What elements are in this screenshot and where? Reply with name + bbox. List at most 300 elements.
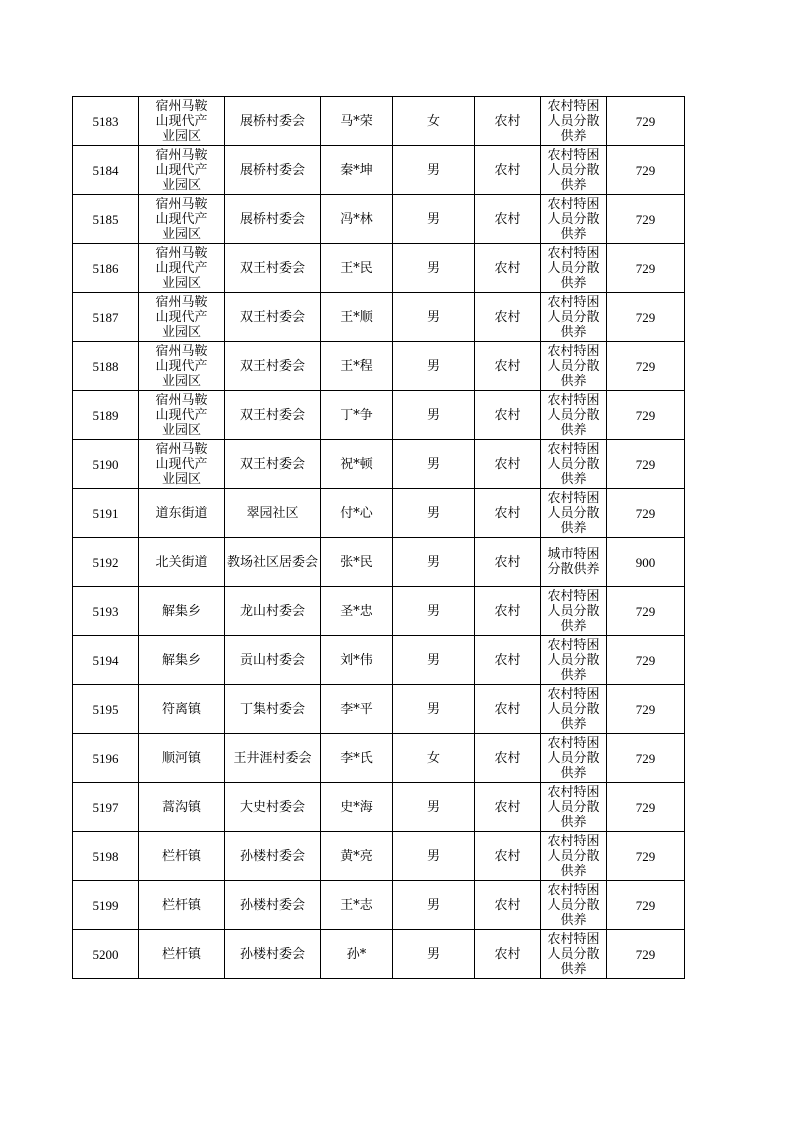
person-name-cell-text: 祝*顿 xyxy=(340,456,373,472)
amount-cell-text: 729 xyxy=(635,113,656,129)
area-type-cell xyxy=(475,293,541,342)
person-name-cell-text: 李*平 xyxy=(340,701,373,717)
amount-cell-text: 729 xyxy=(635,848,656,864)
gender-cell xyxy=(393,97,475,146)
area-type-cell xyxy=(475,930,541,979)
village-cell xyxy=(225,293,321,342)
gender-cell xyxy=(393,244,475,293)
area-type-cell-text: 农村 xyxy=(494,211,521,227)
amount-cell xyxy=(607,734,685,783)
serial-cell-text: 5187 xyxy=(92,309,119,325)
support-category-cell xyxy=(541,342,607,391)
village-cell xyxy=(225,195,321,244)
village-cell xyxy=(225,587,321,636)
person-name-cell xyxy=(321,97,393,146)
amount-cell-text: 729 xyxy=(635,701,656,717)
support-category-cell-text: 农村特困人员分散供养 xyxy=(547,637,600,683)
support-category-cell-text: 农村特困人员分散供养 xyxy=(547,735,600,781)
gender-cell xyxy=(393,881,475,930)
table-row xyxy=(73,440,685,489)
serial-cell xyxy=(73,391,139,440)
support-category-cell-text: 农村特困人员分散供养 xyxy=(547,931,600,977)
area-type-cell-text: 农村 xyxy=(494,946,521,962)
support-category-cell-text: 农村特困人员分散供养 xyxy=(547,245,600,291)
person-name-cell-text: 黄*亮 xyxy=(340,848,373,864)
amount-cell xyxy=(607,146,685,195)
amount-cell-text: 729 xyxy=(635,407,656,423)
area-type-cell-text: 农村 xyxy=(494,554,521,570)
support-category-cell xyxy=(541,832,607,881)
serial-cell xyxy=(73,636,139,685)
town-cell xyxy=(139,440,225,489)
serial-cell xyxy=(73,293,139,342)
gender-cell xyxy=(393,587,475,636)
gender-cell xyxy=(393,146,475,195)
support-category-cell-text: 城市特困分散供养 xyxy=(547,547,600,577)
person-name-cell-text: 张*民 xyxy=(340,554,373,570)
support-category-cell-text: 农村特困人员分散供养 xyxy=(547,98,600,144)
amount-cell xyxy=(607,342,685,391)
serial-cell xyxy=(73,587,139,636)
gender-cell xyxy=(393,734,475,783)
table-row xyxy=(73,930,685,979)
support-category-cell-text: 农村特困人员分散供养 xyxy=(547,392,600,438)
area-type-cell xyxy=(475,195,541,244)
person-name-cell xyxy=(321,734,393,783)
amount-cell-text: 729 xyxy=(635,358,656,374)
town-cell-text: 宿州马鞍山现代产业园区 xyxy=(155,245,208,291)
support-category-cell xyxy=(541,881,607,930)
town-cell xyxy=(139,97,225,146)
gender-cell-text: 男 xyxy=(426,309,440,325)
town-cell-text: 宿州马鞍山现代产业园区 xyxy=(155,392,208,438)
village-cell xyxy=(225,146,321,195)
support-category-cell xyxy=(541,146,607,195)
village-cell-text: 展桥村委会 xyxy=(239,113,305,129)
table-row xyxy=(73,832,685,881)
town-cell-text: 宿州马鞍山现代产业园区 xyxy=(155,343,208,389)
town-cell-text: 宿州马鞍山现代产业园区 xyxy=(155,294,208,340)
town-cell-text: 宿州马鞍山现代产业园区 xyxy=(155,98,208,144)
area-type-cell-text: 农村 xyxy=(494,799,521,815)
village-cell xyxy=(225,783,321,832)
serial-cell-text: 5196 xyxy=(92,750,119,766)
person-name-cell xyxy=(321,832,393,881)
serial-cell-text: 5195 xyxy=(92,701,119,717)
person-name-cell xyxy=(321,244,393,293)
gender-cell-text: 男 xyxy=(426,554,440,570)
amount-cell xyxy=(607,636,685,685)
support-category-cell-text: 农村特困人员分散供养 xyxy=(547,882,600,928)
gender-cell-text: 男 xyxy=(426,162,440,178)
serial-cell-text: 5185 xyxy=(92,211,119,227)
town-cell-text: 道东街道 xyxy=(155,505,208,521)
table-row xyxy=(73,195,685,244)
support-category-cell-text: 农村特困人员分散供养 xyxy=(547,686,600,732)
serial-cell xyxy=(73,783,139,832)
town-cell-text: 蒿沟镇 xyxy=(161,799,201,815)
person-name-cell-text: 王*程 xyxy=(340,358,373,374)
village-cell-text: 展桥村委会 xyxy=(239,211,305,227)
village-cell xyxy=(225,685,321,734)
person-name-cell xyxy=(321,587,393,636)
area-type-cell xyxy=(475,489,541,538)
serial-cell-text: 5194 xyxy=(92,652,119,668)
amount-cell xyxy=(607,685,685,734)
town-cell xyxy=(139,195,225,244)
serial-cell-text: 5189 xyxy=(92,407,119,423)
area-type-cell-text: 农村 xyxy=(494,407,521,423)
support-category-cell-text: 农村特困人员分散供养 xyxy=(547,147,600,193)
village-cell-text: 孙楼村委会 xyxy=(239,848,305,864)
area-type-cell xyxy=(475,391,541,440)
amount-cell xyxy=(607,293,685,342)
amount-cell-text: 729 xyxy=(635,603,656,619)
area-type-cell xyxy=(475,832,541,881)
village-cell xyxy=(225,930,321,979)
person-name-cell-text: 史*海 xyxy=(340,799,373,815)
amount-cell-text: 729 xyxy=(635,897,656,913)
serial-cell xyxy=(73,489,139,538)
amount-cell-text: 729 xyxy=(635,799,656,815)
amount-cell xyxy=(607,783,685,832)
village-cell xyxy=(225,832,321,881)
town-cell-text: 宿州马鞍山现代产业园区 xyxy=(155,441,208,487)
support-category-cell-text: 农村特困人员分散供养 xyxy=(547,490,600,536)
gender-cell-text: 男 xyxy=(426,358,440,374)
gender-cell xyxy=(393,685,475,734)
village-cell xyxy=(225,636,321,685)
support-category-cell xyxy=(541,538,607,587)
person-name-cell-text: 冯*林 xyxy=(340,211,373,227)
gender-cell-text: 男 xyxy=(426,407,440,423)
support-category-cell-text: 农村特困人员分散供养 xyxy=(547,784,600,830)
town-cell xyxy=(139,685,225,734)
area-type-cell xyxy=(475,587,541,636)
area-type-cell-text: 农村 xyxy=(494,652,521,668)
area-type-cell xyxy=(475,146,541,195)
table-row xyxy=(73,391,685,440)
area-type-cell-text: 农村 xyxy=(494,260,521,276)
town-cell xyxy=(139,881,225,930)
person-name-cell-text: 王*民 xyxy=(340,260,373,276)
village-cell-text: 双王村委会 xyxy=(239,309,305,325)
serial-cell xyxy=(73,832,139,881)
person-name-cell-text: 王*顺 xyxy=(340,309,373,325)
town-cell xyxy=(139,587,225,636)
amount-cell xyxy=(607,538,685,587)
serial-cell xyxy=(73,734,139,783)
amount-cell-text: 729 xyxy=(635,750,656,766)
support-category-cell-text: 农村特困人员分散供养 xyxy=(547,833,600,879)
area-type-cell xyxy=(475,244,541,293)
serial-cell xyxy=(73,342,139,391)
area-type-cell xyxy=(475,636,541,685)
town-cell-text: 宿州马鞍山现代产业园区 xyxy=(155,147,208,193)
serial-cell xyxy=(73,685,139,734)
support-category-cell xyxy=(541,636,607,685)
serial-cell-text: 5197 xyxy=(92,799,119,815)
support-category-cell xyxy=(541,97,607,146)
serial-cell xyxy=(73,146,139,195)
village-cell xyxy=(225,244,321,293)
amount-cell xyxy=(607,832,685,881)
area-type-cell-text: 农村 xyxy=(494,113,521,129)
person-name-cell xyxy=(321,489,393,538)
person-name-cell xyxy=(321,195,393,244)
gender-cell-text: 女 xyxy=(426,750,440,766)
gender-cell xyxy=(393,391,475,440)
amount-cell xyxy=(607,440,685,489)
serial-cell-text: 5184 xyxy=(92,162,119,178)
village-cell-text: 孙楼村委会 xyxy=(239,897,305,913)
support-category-cell-text: 农村特困人员分散供养 xyxy=(547,343,600,389)
village-cell xyxy=(225,734,321,783)
person-name-cell xyxy=(321,293,393,342)
village-cell xyxy=(225,881,321,930)
village-cell xyxy=(225,489,321,538)
village-cell xyxy=(225,538,321,587)
support-category-cell xyxy=(541,783,607,832)
person-name-cell xyxy=(321,636,393,685)
amount-cell xyxy=(607,587,685,636)
person-name-cell-text: 王*志 xyxy=(340,897,373,913)
gender-cell xyxy=(393,342,475,391)
gender-cell xyxy=(393,783,475,832)
support-category-cell xyxy=(541,587,607,636)
table-row xyxy=(73,293,685,342)
village-cell-text: 王井涯村委会 xyxy=(233,750,312,766)
person-name-cell xyxy=(321,783,393,832)
gender-cell xyxy=(393,440,475,489)
village-cell xyxy=(225,97,321,146)
amount-cell-text: 729 xyxy=(635,260,656,276)
amount-cell xyxy=(607,97,685,146)
serial-cell-text: 5192 xyxy=(92,554,119,570)
support-category-cell xyxy=(541,734,607,783)
serial-cell-text: 5199 xyxy=(92,897,119,913)
town-cell-text: 解集乡 xyxy=(161,603,201,619)
gender-cell-text: 男 xyxy=(426,652,440,668)
village-cell-text: 教场社区居委会 xyxy=(226,554,318,570)
support-category-cell-text: 农村特困人员分散供养 xyxy=(547,588,600,634)
table-row xyxy=(73,685,685,734)
village-cell xyxy=(225,391,321,440)
serial-cell xyxy=(73,440,139,489)
village-cell-text: 龙山村委会 xyxy=(239,603,305,619)
area-type-cell xyxy=(475,538,541,587)
town-cell xyxy=(139,489,225,538)
gender-cell-text: 男 xyxy=(426,848,440,864)
area-type-cell-text: 农村 xyxy=(494,897,521,913)
table-row xyxy=(73,783,685,832)
person-name-cell xyxy=(321,685,393,734)
person-name-cell-text: 孙* xyxy=(346,946,367,962)
amount-cell-text: 729 xyxy=(635,456,656,472)
town-cell xyxy=(139,538,225,587)
serial-cell xyxy=(73,244,139,293)
serial-cell-text: 5183 xyxy=(92,113,119,129)
village-cell-text: 双王村委会 xyxy=(239,260,305,276)
serial-cell-text: 5186 xyxy=(92,260,119,276)
town-cell xyxy=(139,832,225,881)
town-cell-text: 栏杆镇 xyxy=(161,848,201,864)
table-row xyxy=(73,538,685,587)
town-cell xyxy=(139,342,225,391)
area-type-cell-text: 农村 xyxy=(494,505,521,521)
amount-cell-text: 729 xyxy=(635,946,656,962)
gender-cell xyxy=(393,293,475,342)
amount-cell-text: 729 xyxy=(635,211,656,227)
amount-cell xyxy=(607,881,685,930)
support-category-cell-text: 农村特困人员分散供养 xyxy=(547,196,600,242)
village-cell-text: 孙楼村委会 xyxy=(239,946,305,962)
gender-cell-text: 女 xyxy=(426,113,440,129)
support-category-cell xyxy=(541,489,607,538)
table-row xyxy=(73,636,685,685)
area-type-cell xyxy=(475,881,541,930)
village-cell-text: 双王村委会 xyxy=(239,456,305,472)
area-type-cell xyxy=(475,685,541,734)
gender-cell-text: 男 xyxy=(426,946,440,962)
area-type-cell-text: 农村 xyxy=(494,162,521,178)
town-cell-text: 解集乡 xyxy=(161,652,201,668)
table-row xyxy=(73,734,685,783)
village-cell-text: 展桥村委会 xyxy=(239,162,305,178)
gender-cell xyxy=(393,832,475,881)
serial-cell-text: 5200 xyxy=(92,946,119,962)
support-category-cell xyxy=(541,930,607,979)
support-category-cell-text: 农村特困人员分散供养 xyxy=(547,441,600,487)
town-cell xyxy=(139,783,225,832)
amount-cell xyxy=(607,489,685,538)
serial-cell xyxy=(73,881,139,930)
town-cell xyxy=(139,244,225,293)
person-name-cell xyxy=(321,538,393,587)
gender-cell-text: 男 xyxy=(426,211,440,227)
gender-cell xyxy=(393,930,475,979)
village-cell-text: 丁集村委会 xyxy=(239,701,305,717)
table-row xyxy=(73,97,685,146)
support-category-cell xyxy=(541,440,607,489)
town-cell-text: 宿州马鞍山现代产业园区 xyxy=(155,196,208,242)
person-name-cell-text: 秦*坤 xyxy=(340,162,373,178)
town-cell-text: 顺河镇 xyxy=(161,750,201,766)
village-cell xyxy=(225,440,321,489)
area-type-cell xyxy=(475,97,541,146)
area-type-cell xyxy=(475,342,541,391)
serial-cell xyxy=(73,538,139,587)
area-type-cell-text: 农村 xyxy=(494,848,521,864)
town-cell xyxy=(139,636,225,685)
person-name-cell xyxy=(321,146,393,195)
town-cell-text: 栏杆镇 xyxy=(161,897,201,913)
amount-cell xyxy=(607,195,685,244)
person-name-cell-text: 李*氏 xyxy=(340,750,373,766)
support-category-cell xyxy=(541,293,607,342)
person-name-cell-text: 圣*忠 xyxy=(340,603,373,619)
records-table-body xyxy=(73,97,685,979)
person-name-cell-text: 刘*伟 xyxy=(340,652,373,668)
town-cell xyxy=(139,391,225,440)
person-name-cell xyxy=(321,342,393,391)
gender-cell xyxy=(393,195,475,244)
gender-cell-text: 男 xyxy=(426,603,440,619)
person-name-cell-text: 丁*争 xyxy=(340,407,373,423)
area-type-cell-text: 农村 xyxy=(494,309,521,325)
serial-cell-text: 5190 xyxy=(92,456,119,472)
amount-cell-text: 729 xyxy=(635,309,656,325)
serial-cell-text: 5188 xyxy=(92,358,119,374)
area-type-cell-text: 农村 xyxy=(494,358,521,374)
person-name-cell-text: 付*心 xyxy=(340,505,373,521)
town-cell-text: 符离镇 xyxy=(161,701,201,717)
serial-cell xyxy=(73,930,139,979)
person-name-cell xyxy=(321,440,393,489)
area-type-cell-text: 农村 xyxy=(494,456,521,472)
amount-cell-text: 729 xyxy=(635,505,656,521)
records-table xyxy=(72,96,685,979)
area-type-cell xyxy=(475,440,541,489)
serial-cell xyxy=(73,97,139,146)
village-cell-text: 翠园社区 xyxy=(246,505,299,521)
person-name-cell xyxy=(321,881,393,930)
gender-cell-text: 男 xyxy=(426,456,440,472)
table-row xyxy=(73,244,685,293)
table-row xyxy=(73,342,685,391)
gender-cell-text: 男 xyxy=(426,505,440,521)
person-name-cell-text: 马*荣 xyxy=(340,113,373,129)
table-row xyxy=(73,489,685,538)
gender-cell xyxy=(393,538,475,587)
support-category-cell xyxy=(541,685,607,734)
amount-cell xyxy=(607,930,685,979)
amount-cell-text: 900 xyxy=(635,554,656,570)
amount-cell-text: 729 xyxy=(635,162,656,178)
amount-cell xyxy=(607,244,685,293)
table-row xyxy=(73,881,685,930)
area-type-cell-text: 农村 xyxy=(494,701,521,717)
town-cell xyxy=(139,930,225,979)
serial-cell-text: 5191 xyxy=(92,505,119,521)
table-row xyxy=(73,146,685,195)
support-category-cell xyxy=(541,195,607,244)
village-cell-text: 大史村委会 xyxy=(239,799,305,815)
village-cell-text: 双王村委会 xyxy=(239,358,305,374)
town-cell-text: 栏杆镇 xyxy=(161,946,201,962)
town-cell xyxy=(139,146,225,195)
area-type-cell xyxy=(475,734,541,783)
serial-cell-text: 5193 xyxy=(92,603,119,619)
gender-cell xyxy=(393,489,475,538)
area-type-cell-text: 农村 xyxy=(494,603,521,619)
amount-cell xyxy=(607,391,685,440)
serial-cell xyxy=(73,195,139,244)
village-cell-text: 双王村委会 xyxy=(239,407,305,423)
area-type-cell xyxy=(475,783,541,832)
table-row xyxy=(73,587,685,636)
support-category-cell xyxy=(541,244,607,293)
gender-cell-text: 男 xyxy=(426,799,440,815)
village-cell xyxy=(225,342,321,391)
amount-cell-text: 729 xyxy=(635,652,656,668)
area-type-cell-text: 农村 xyxy=(494,750,521,766)
support-category-cell xyxy=(541,391,607,440)
town-cell xyxy=(139,734,225,783)
serial-cell-text: 5198 xyxy=(92,848,119,864)
gender-cell-text: 男 xyxy=(426,260,440,276)
gender-cell-text: 男 xyxy=(426,897,440,913)
